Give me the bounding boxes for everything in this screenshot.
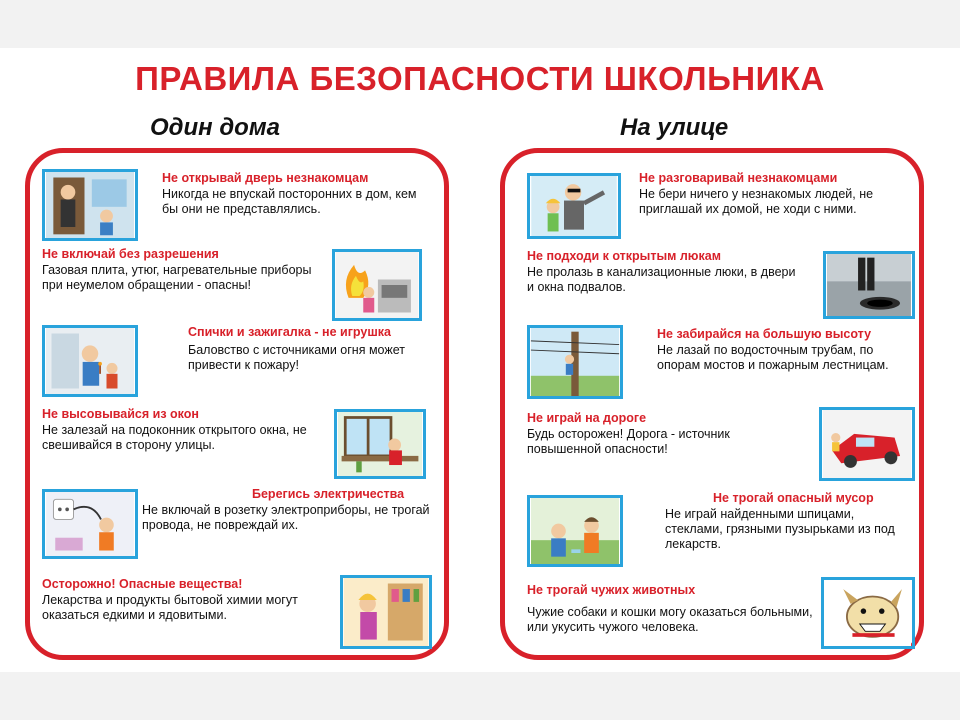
page-title: ПРАВИЛА БЕЗОПАСНОСТИ ШКОЛЬНИКА <box>135 60 825 97</box>
rule-heading: Не играй на дороге <box>527 411 647 425</box>
rule-heading: Не высовывайся из окон <box>42 407 199 421</box>
rule-text: Будь осторожен! Дорога - источник повышенной опасности! <box>527 427 730 456</box>
rule-text: Не бери ничего у незнакомых людей, не приглашай их домой, не ходи с ними. <box>639 187 874 216</box>
stove-fire-illustration-icon <box>332 249 422 321</box>
column-heading-home-alone: Один дома <box>150 114 280 141</box>
rule-text: Не играй найденными шпицами, стеклами, грязными пузырьками из под лекарств. <box>665 507 895 551</box>
rule-heading: Не разговаривай незнакомцами <box>639 171 838 185</box>
rule-text: Не включай в розетку электроприборы, не трогай провода, не повреждай их. <box>142 503 430 532</box>
rule-text: Газовая плита, утюг, нагревательные приборы при неумелом обращении - опасны! <box>42 263 312 292</box>
window-illustration-icon <box>334 409 426 479</box>
rule-heading: Не забирайся на большую высоту <box>657 327 872 341</box>
rule-heading: Не включай без разрешения <box>42 247 219 261</box>
rule-heading: Не трогай опасный мусор <box>713 491 874 505</box>
rule-heading: Берегись электричества <box>252 487 405 501</box>
panel-home-alone <box>25 148 449 660</box>
rule-heading: Осторожно! Опасные вещества! <box>42 577 243 591</box>
rule-heading: Не открывай дверь незнакомцам <box>162 171 369 185</box>
dangerous-trash-illustration-icon <box>527 495 623 567</box>
rule-heading: Спички и зажигалка - не игрушка <box>188 325 391 339</box>
road-accident-illustration-icon <box>819 407 915 481</box>
stranger-talk-illustration-icon <box>527 173 621 239</box>
rule-heading: Не трогай чужих животных <box>527 583 696 597</box>
matches-illustration-icon <box>42 325 138 397</box>
bottom-letterbox-bar <box>0 672 960 720</box>
stranger-at-door-illustration-icon <box>42 169 138 241</box>
electric-socket-illustration-icon <box>42 489 138 559</box>
angry-dog-illustration-icon <box>821 577 915 649</box>
panel-outside <box>500 148 924 660</box>
rule-heading: Не подходи к открытым люкам <box>527 249 721 263</box>
rule-text: Никогда не впускай посторонних в дом, кем бы они не представлялись. <box>162 187 417 216</box>
rule-text: Не залезай на подоконник открытого окна, не свешивайся в сторону улицы. <box>42 423 307 452</box>
top-letterbox-bar <box>0 0 960 48</box>
chemicals-illustration-icon <box>340 575 432 649</box>
rule-text: Чужие собаки и кошки могу оказаться больными, или укусить чужого человека. <box>527 605 813 634</box>
rule-text: Не лазай по водосточным трубам, по опорам мостов и пожарным лестницам. <box>657 343 889 372</box>
open-manhole-illustration-icon <box>823 251 915 319</box>
column-heading-outside: На улице <box>620 114 729 141</box>
rule-text: Не пролазь в канализационные люки, в двери и окна подвалов. <box>527 265 796 294</box>
climbing-pole-illustration-icon <box>527 325 623 399</box>
rule-text: Баловство с источниками огня может привести к пожару! <box>188 343 405 372</box>
rule-text: Лекарства и продукты бытовой химии могут оказаться едкими и ядовитыми. <box>42 593 298 622</box>
